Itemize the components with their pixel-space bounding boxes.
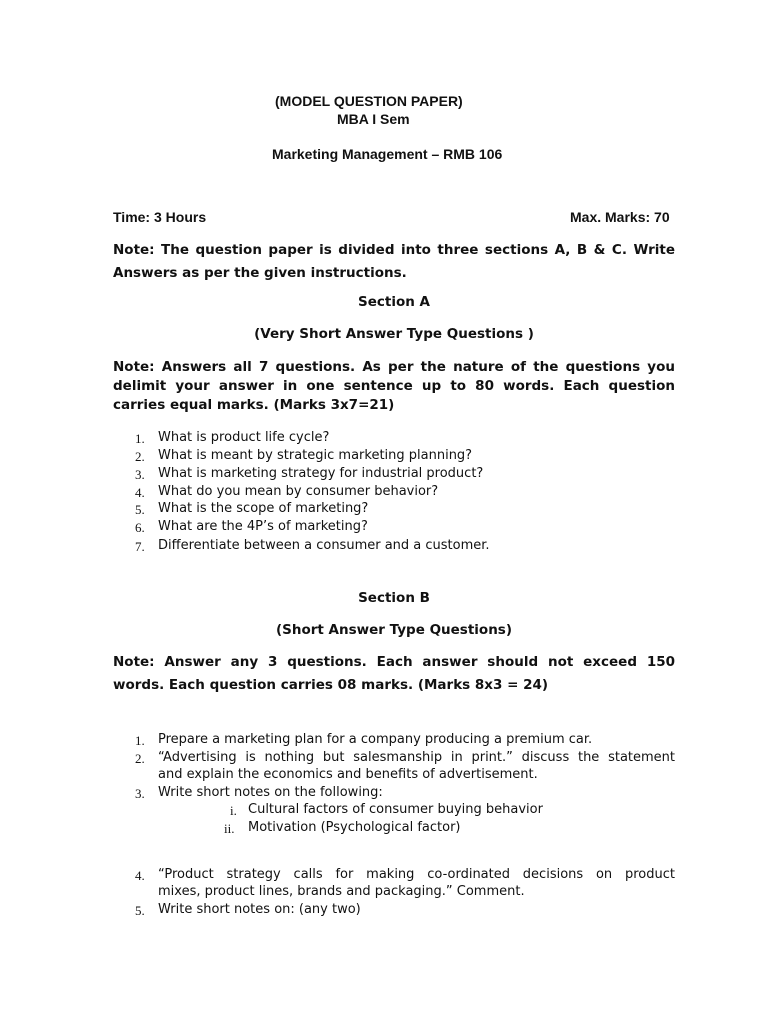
section-a-title: Section A [358, 294, 430, 310]
section-a-note-line3: carries equal marks. (Marks 3x7=21) [113, 397, 395, 413]
max-marks-label: Max. Marks: 70 [570, 209, 670, 225]
list-number: 1. [135, 733, 145, 748]
general-note-line2: Answers as per the given instructions. [113, 265, 407, 281]
subitem-text: Cultural factors of consumer buying behavior [248, 802, 543, 817]
question-text-continued: mixes, product lines, brands and packaging.” Comment. [158, 884, 525, 899]
question-text: What do you mean by consumer behavior? [158, 484, 439, 499]
list-number: 7. [135, 539, 145, 554]
question-text: Prepare a marketing plan for a company producing a premium car. [158, 732, 593, 747]
question-text: Differentiate between a consumer and a customer. [158, 538, 490, 553]
question-text: “Advertising is nothing but salesmanship in print.” discuss the statement [158, 750, 675, 765]
question-text: “Product strategy calls for making co-ordinated decisions on product [158, 867, 675, 882]
section-b-subtitle: (Short Answer Type Questions) [275, 622, 513, 638]
question-text: Write short notes on the following: [158, 785, 383, 800]
section-b-note-line1: Note: Answer any 3 questions. Each answer should not exceed 150 [113, 654, 675, 670]
subject-title: Marketing Management – RMB 106 [272, 146, 503, 162]
paper-title: (MODEL QUESTION PAPER) [275, 93, 463, 109]
section-a-note-line2: delimit your answer in one sentence up to 80 words. Each question [113, 378, 675, 394]
time-label: Time: 3 Hours [113, 209, 207, 225]
question-text: What is marketing strategy for industrial product? [158, 466, 484, 481]
list-number: 1. [135, 431, 145, 446]
section-a-subtitle: (Very Short Answer Type Questions ) [254, 326, 534, 342]
question-text-continued: and explain the economics and benefits of advertisement. [158, 767, 538, 782]
section-b-title: Section B [358, 590, 430, 606]
list-number: 6. [135, 520, 145, 535]
roman-number: ii. [224, 821, 235, 836]
roman-number: i. [230, 803, 237, 818]
section-b-note-line2: words. Each question carries 08 marks. (Marks 8x3 = 24) [113, 677, 549, 693]
list-number: 3. [135, 467, 145, 482]
list-number: 2. [135, 449, 145, 464]
question-text: What are the 4P’s of marketing? [158, 519, 368, 534]
list-number: 5. [135, 903, 145, 918]
subitem-text: Motivation (Psychological factor) [248, 820, 461, 835]
list-number: 3. [135, 786, 145, 801]
question-text: What is meant by strategic marketing planning? [158, 448, 473, 463]
question-text: Write short notes on: (any two) [158, 902, 361, 917]
list-number: 2. [135, 751, 145, 766]
list-number: 5. [135, 502, 145, 517]
question-text: What is product life cycle? [158, 430, 330, 445]
question-text: What is the scope of marketing? [158, 501, 369, 516]
list-number: 4. [135, 485, 145, 500]
course-name: MBA I Sem [337, 111, 410, 127]
section-a-note-line1: Note: Answers all 7 questions. As per the nature of the questions you [113, 359, 675, 375]
general-note-line1: Note: The question paper is divided into three sections A, B & C. Write [113, 242, 675, 258]
list-number: 4. [135, 868, 145, 883]
